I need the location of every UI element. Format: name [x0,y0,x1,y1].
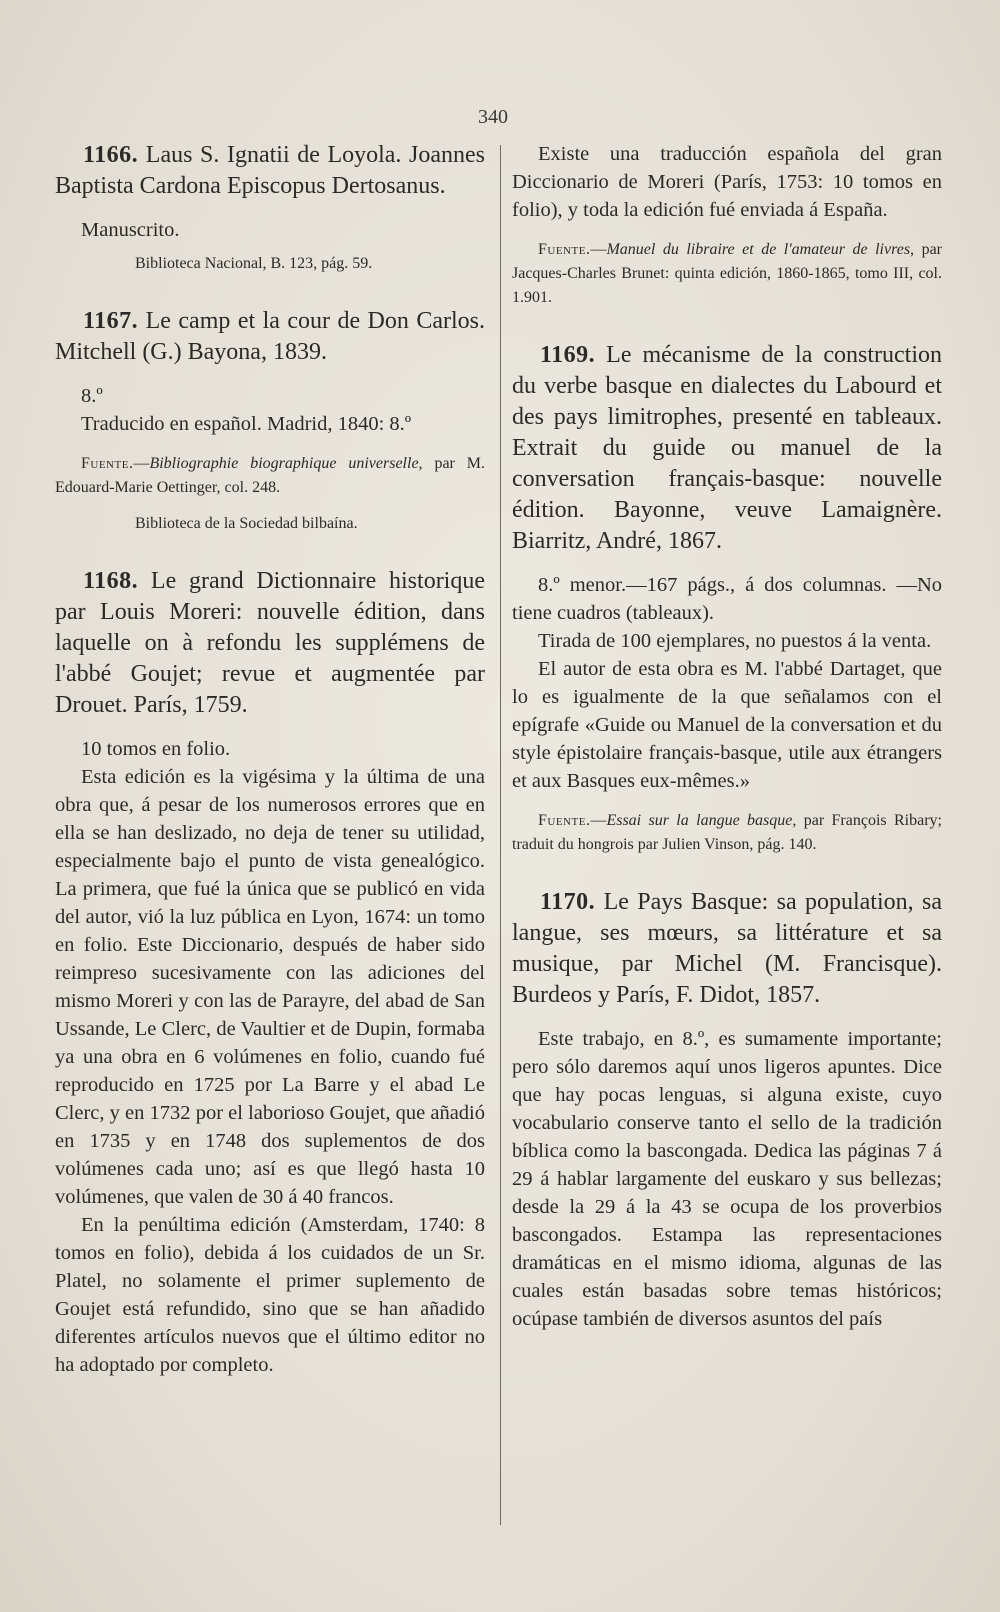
entry-title: Le Pays Basque: sa population, sa langue, ses mœurs, sa littérature et sa musique, par Michel (M. Francisque). Burdeos y París, F. Didot, 1857. [512,889,942,1008]
entry-paragraph: El autor de esta obra es M. l'abbé Dartaget, que lo es igualmente de la que señalamos con el epígrafe «Guide ou Manuel de la conversation et du style épistolaire français-basque, utile aux étrangers et aux Basques eux-mêmes.» [512,658,942,792]
entry-paragraph: 10 tomos en folio. [81,738,231,760]
entry-1168-continued [512,140,942,310]
entry-heading [55,306,485,368]
library-reference: Biblioteca Nacional, B. 123, pág. 59. [135,255,373,272]
entry-heading [512,340,942,557]
entry-paragraph: Traducido en español. Madrid, 1840: 8.º [81,413,412,435]
left-column [55,140,485,1409]
entry-paragraph: 8.º menor.—167 págs., á dos columnas. —No tiene cuadros (tableaux). [512,574,942,624]
entry-paragraph: En la penúltima edición (Amsterdam, 1740: 8 tomos en folio), debida á los cuidados de un Sr. Platel, no solamente el primer suplemento de Goujet está refundido, sino que se han añadido diferentes artículos nuevos que el último editor no ha adoptado por completo. [55,1214,485,1376]
entry-number: 1169. [540,342,596,368]
source-detail: par M. Edouard-Marie Oettinger, col. 248. [55,455,485,496]
entry-title: Le grand Dictionnaire historique par Louis Moreri: nouvelle édition, dans laquelle on à refondu les supplémens de l'abbé Goujet; revue et augmentée par Drouet. París, 1759. [55,568,485,718]
source-label: Fuente. [538,812,591,829]
source-label: Fuente. [81,455,134,472]
entry-paragraph: Tirada de 100 ejemplares, no puestos á la venta. [538,630,932,652]
source-note [512,809,942,857]
entry-paragraph: Manuscrito. [81,219,180,241]
entry-title: Le camp et la cour de Don Carlos. Mitchell (G.) Bayona, 1839. [55,308,485,365]
source-note [55,452,485,500]
entry-number: 1167. [83,308,139,334]
entry-number: 1166. [83,142,139,168]
source-detail: par Jacques-Charles Brunet: quinta edición, 1860-1865, tomo III, col. 1.901. [512,241,942,306]
entry-paragraph: 8.º [81,385,103,407]
entry-title: Laus S. Ignatii de Loyola. Joannes Baptista Cardona Episcopus Dertosanus. [55,142,486,199]
entry-heading [512,887,942,1011]
source-title: Manuel du libraire et de l'amateur de livres, [606,241,915,258]
page-number: 340 [478,106,508,128]
entry-heading [55,566,485,721]
source-title: Bibliographie biographique universelle, [149,455,423,472]
entry-number: 1170. [540,889,596,915]
column-divider [500,145,501,1525]
source-dash: — [590,812,607,829]
entry-paragraph: Existe una traducción española del gran Diccionario de Moreri (París, 1753: 10 tomos en folio), y toda la edición fué enviada á España. [512,143,942,221]
entry-1166 [55,140,485,276]
entry-number: 1168. [83,568,139,594]
source-dash: — [133,455,150,472]
source-label: Fuente. [538,241,591,258]
source-detail: par François Ribary; traduit du hongrois par Julien Vinson, pág. 140. [512,812,942,853]
entry-paragraph: Esta edición es la vigésima y la última de una obra que, á pesar de los numerosos errores que en ella se han deslizado, no deja de tener su utilidad, especialmente bajo el punto de vista genealógico. La primera, que fué la única que se publicó en vida del autor, vió la luz pública en Lyon, 1674: un tomo en folio. Este Diccionario, después de haber sido reimpreso sucesivamente con las adiciones del mismo Moreri y con las de Parayre, del abad de San Ussande, Le Clerc, de Vaultier et de Dupin, formaba ya una obra en 6 volúmenes en folio, cuando fué reproducido en 1725 por La Barre y el abad Le Clerc, y en 1732 por el laborioso Goujet, que añadió en 1735 y en 1748 dos suplementos de dos volúmenes cada uno; así es que llegó hasta 10 volúmenes, que valen de 30 á 40 francos. [55,766,485,1208]
entry-1170 [512,887,942,1333]
entry-paragraph: Este trabajo, en 8.º, es sumamente importante; pero sólo daremos aquí unos ligeros apuntes. Dice que hay pocas lenguas, si alguna existe, cuyo vocabulario conserve tanto el sello de la tradición bíblica como la bascongada. Dedica las páginas 7 á 29 á hablar largamente del euskaro y sus bellezas; desde la 29 á la 43 se ocupa de los proverbios bascongados. Estampa las representaciones dramáticas en el mismo idioma, algunas de las cuales están basadas sobre temas históricos; ocúpase también de diversos asuntos del país [512,1028,942,1330]
entry-1168 [55,566,485,1379]
entry-title: Le mécanisme de la construction du verbe basque en dialectes du Labourd et des pays limitrophes, presenté en tableaux. Extrait du guide ou manuel de la conversation français-basque: nouvelle édition. Bayonne, veuve Lamaignère. Biarritz, André, 1867. [512,342,942,554]
entry-heading [55,140,485,202]
source-title: Essai sur la langue basque, [606,812,797,829]
library-reference: Biblioteca de la Sociedad bilbaína. [135,515,358,532]
source-dash: — [590,241,607,258]
source-note [512,238,942,310]
entry-1167 [55,306,485,536]
entry-1169 [512,340,942,857]
right-column [512,140,942,1363]
